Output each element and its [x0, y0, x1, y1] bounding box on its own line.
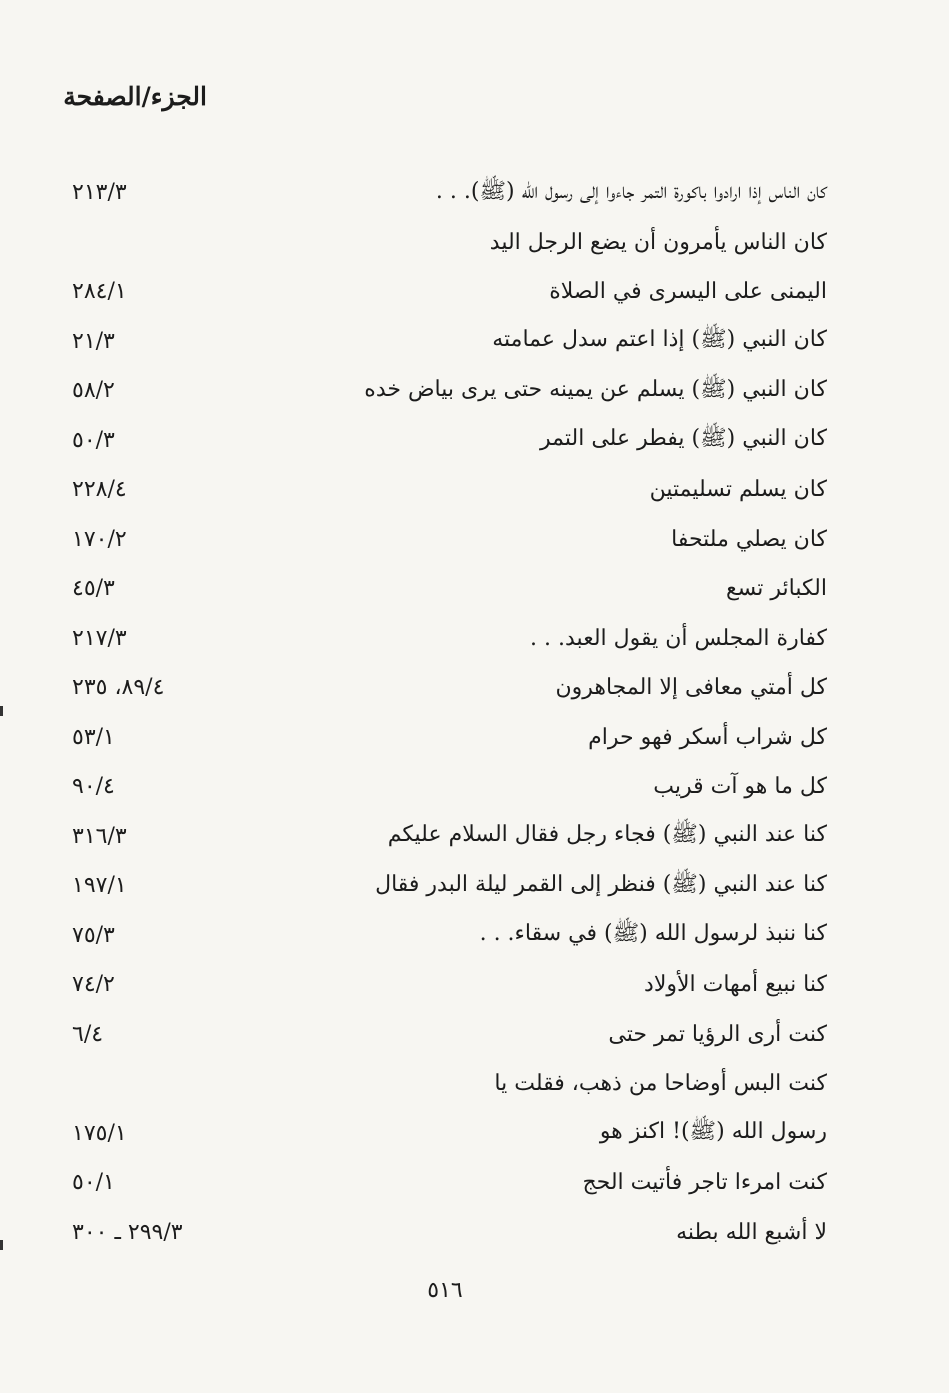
- entry-text: كل شراب أسكر فهو حرام: [588, 724, 827, 750]
- entry-text: كنت امرءا تاجر فأتيت الحج: [582, 1170, 827, 1196]
- entry-text: كنا نبيع أمهات الأولاد: [644, 972, 827, 998]
- entry-text: كنا عند النبي (ﷺ) فجاء رجل فقال السلام عليكم: [387, 822, 827, 848]
- index-entry: [72, 317, 827, 367]
- index-entry: [72, 812, 827, 862]
- index-entry: [72, 168, 827, 218]
- entry-text: كان الناس يأمرون أن يضع الرجل اليد: [489, 229, 827, 255]
- entry-text: الكبائر تسع: [725, 576, 827, 602]
- entry-text: كان يسلم تسليمتين: [649, 477, 827, 503]
- index-entry: [72, 614, 827, 664]
- entry-text: كان يصلي ملتحفا: [671, 526, 827, 552]
- entry-reference: ١٩٧/١: [72, 873, 127, 899]
- entry-text: كنا ننبذ لرسول الله (ﷺ) في سقاء. . .: [479, 921, 827, 947]
- hadith-index-list: [72, 168, 827, 1257]
- entry-text: لا أشبع الله بطنه: [676, 1219, 827, 1245]
- entry-text: كنا عند النبي (ﷺ) فنظر إلى القمر ليلة البدر فقال: [375, 871, 827, 897]
- index-entry: [72, 465, 827, 515]
- index-entry: [72, 1010, 827, 1060]
- entry-reference: ٦/٤: [72, 1021, 104, 1047]
- entry-reference: ١٧٥/١: [72, 1120, 127, 1146]
- entry-reference: ٩٠/٤: [72, 774, 115, 800]
- index-entry: [72, 267, 827, 317]
- entry-reference: ٢٨٤/١: [72, 279, 127, 305]
- index-entry: [72, 1109, 827, 1159]
- scan-edge-mark: [0, 1240, 3, 1250]
- entry-reference: ٧٤/٢: [72, 972, 115, 998]
- index-entry: [72, 416, 827, 466]
- scan-edge-mark: [0, 706, 3, 716]
- entry-text: كنت أرى الرؤيا تمر حتى: [608, 1021, 827, 1047]
- entry-reference: ٥٣/١: [72, 724, 115, 750]
- index-entry: [72, 713, 827, 763]
- index-entry: [72, 911, 827, 961]
- index-entry: [72, 663, 827, 713]
- entry-reference: ٤٥/٣: [72, 576, 115, 602]
- entry-reference: ٥٠/٣: [72, 427, 115, 453]
- index-entry: [72, 1158, 827, 1208]
- entry-reference: ٢٢٨/٤: [72, 477, 127, 503]
- entry-reference: ٢١/٣: [72, 328, 115, 354]
- entry-text: كان النبي (ﷺ) إذا اعتم سدل عمامته: [492, 327, 827, 353]
- entry-reference: ٢٩٩/٣ ـ ٣٠٠: [72, 1219, 183, 1245]
- entry-text: كل أمتي معافى إلا المجاهرون: [555, 675, 827, 701]
- entry-reference: ٧٥/٣: [72, 922, 115, 948]
- entry-text: كان النبي (ﷺ) يسلم عن يمينه حتى يرى بياض خده: [364, 376, 827, 402]
- index-entry: [72, 366, 827, 416]
- index-entry: [72, 1208, 827, 1258]
- entry-text: كان الناس إذا ارادوا باكورة التمر جاءوا إلى رسول الله (ﷺ). . .: [435, 178, 827, 204]
- entry-text: كفارة المجلس أن يقول العبد. . .: [530, 625, 827, 651]
- entry-reference: ٥٠/١: [72, 1170, 115, 1196]
- entry-reference: ٥٨/٢: [72, 378, 115, 404]
- entry-reference: ٨٩/٤، ٢٣٥: [72, 675, 165, 701]
- entry-text: كنت البس أوضاحا من ذهب، فقلت يا: [494, 1071, 827, 1097]
- index-entry: [72, 1059, 827, 1109]
- entry-reference: ٢١٧/٣: [72, 625, 127, 651]
- index-entry: [72, 218, 827, 268]
- index-entry: [72, 762, 827, 812]
- index-entry: [72, 515, 827, 565]
- entry-reference: ١٧٠/٢: [72, 526, 127, 552]
- page-number: ٥١٦: [427, 1278, 463, 1303]
- entry-text: كل ما هو آت قريب: [653, 774, 827, 800]
- entry-text: رسول الله (ﷺ)! اكنز هو: [599, 1119, 827, 1145]
- page-header: الجزء/الصفحة: [63, 82, 207, 111]
- index-entry: [72, 861, 827, 911]
- index-entry: [72, 564, 827, 614]
- index-entry: [72, 960, 827, 1010]
- entry-text: اليمنى على اليسرى في الصلاة: [549, 279, 827, 305]
- entry-reference: ٣١٦/٣: [72, 823, 127, 849]
- entry-text: كان النبي (ﷺ) يفطر على التمر: [540, 426, 827, 452]
- entry-reference: ٢١٣/٣: [72, 180, 127, 206]
